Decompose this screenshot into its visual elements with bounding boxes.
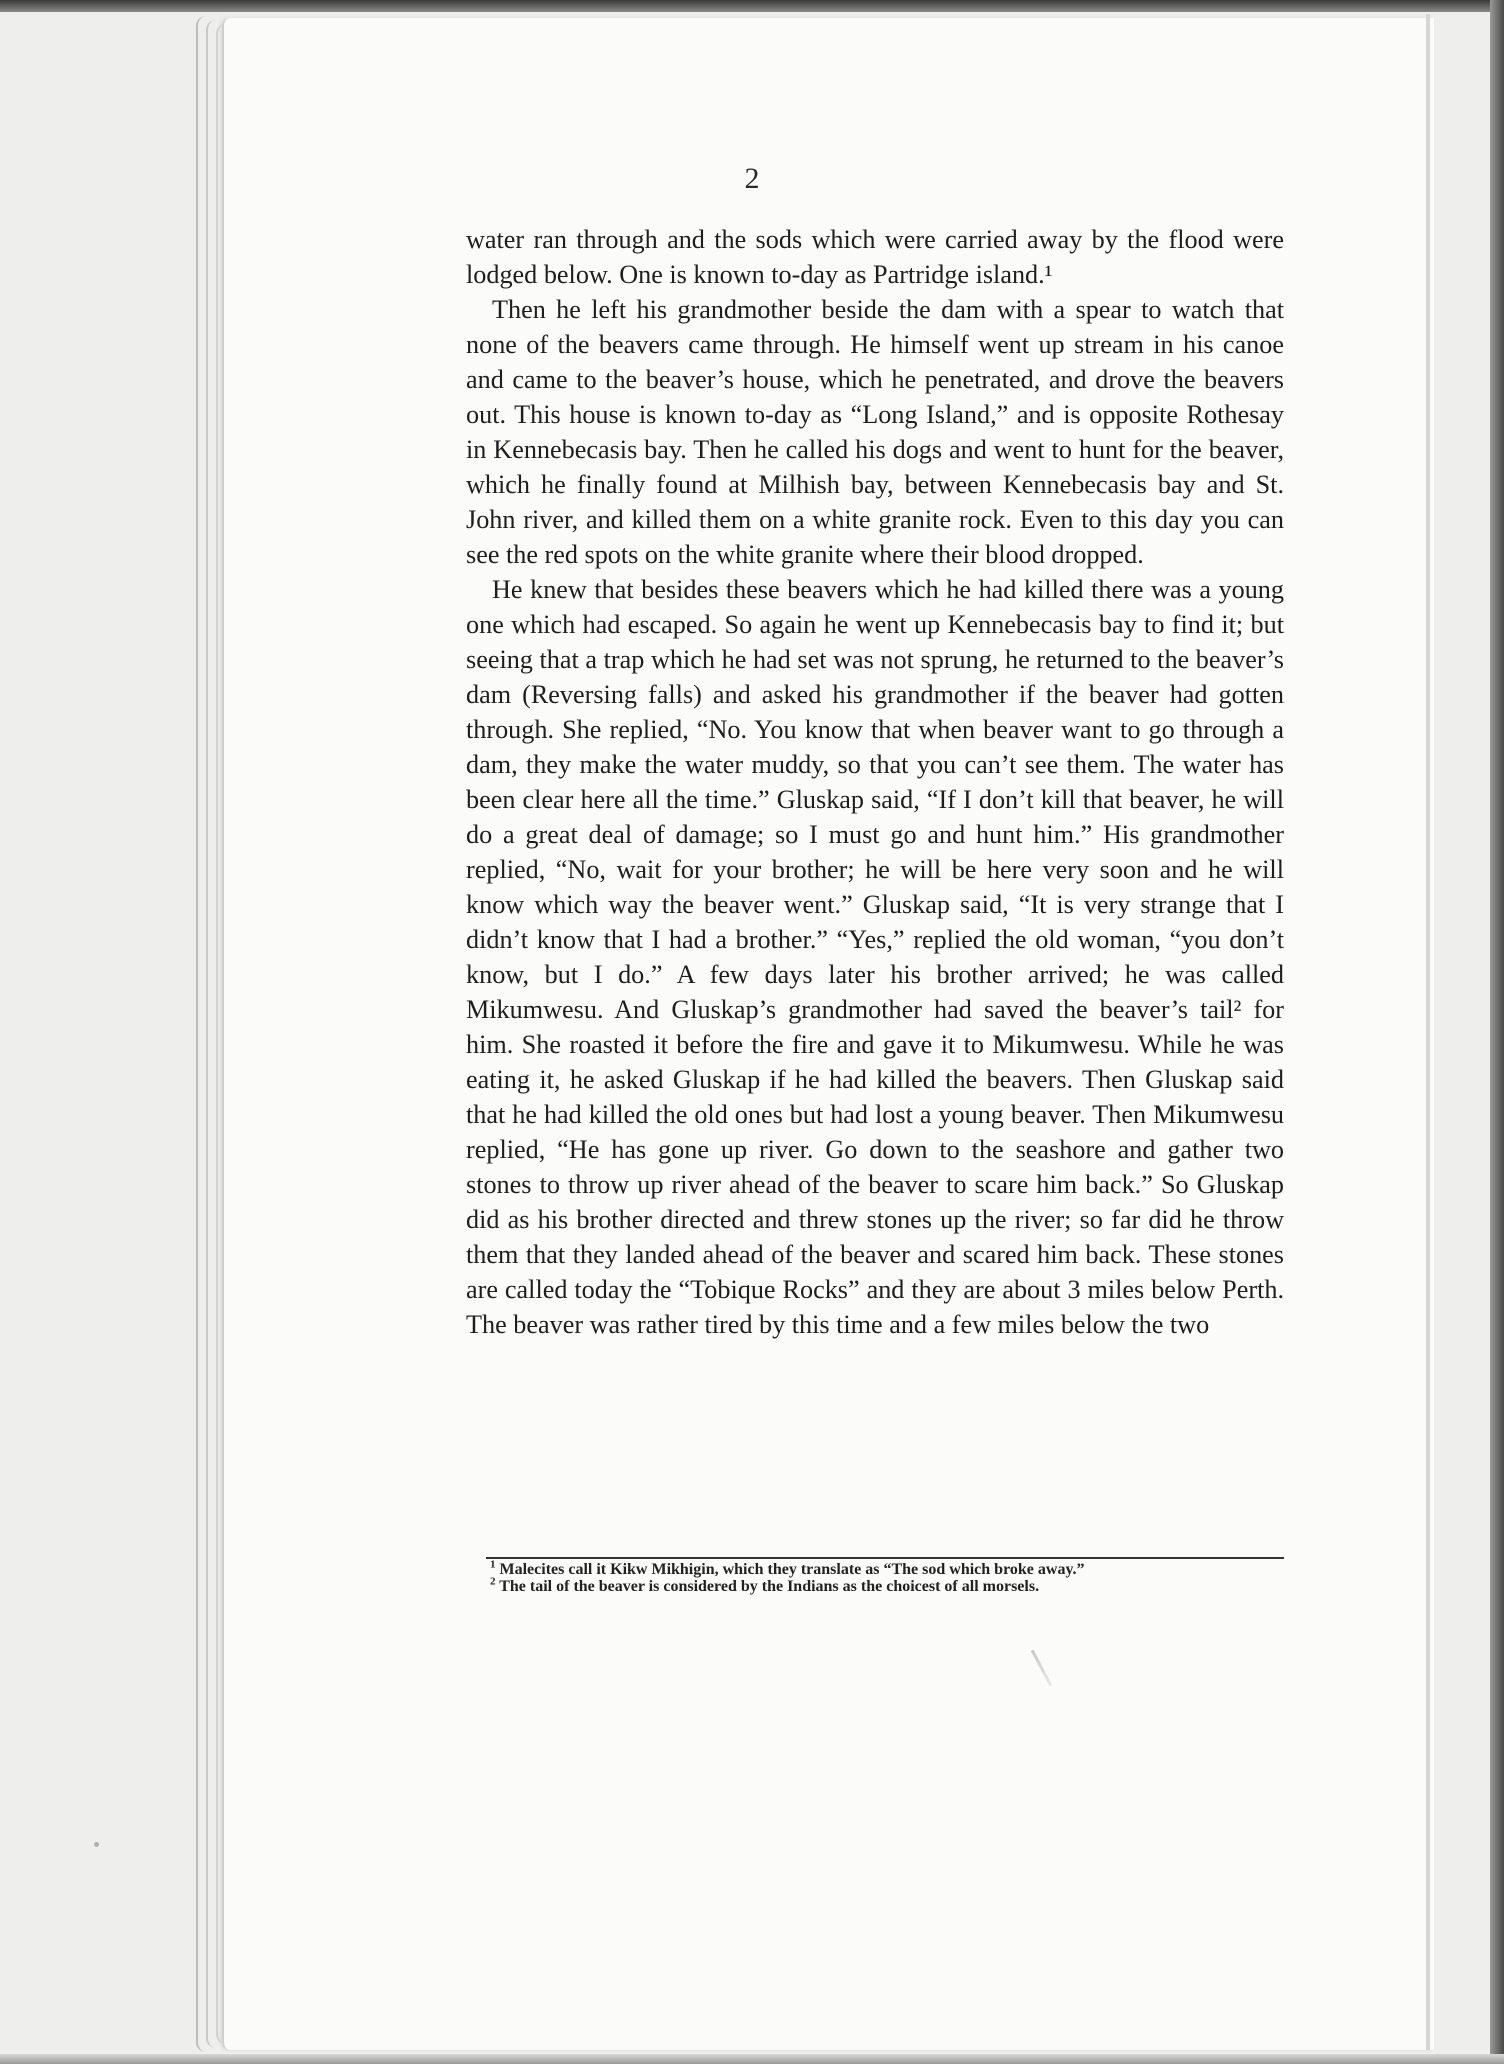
body-text	[466, 222, 1284, 1342]
scan-top-edge	[0, 0, 1504, 12]
paragraph: He knew that besides these beavers which he had killed there was a young one which had escaped. So again he went up Kennebecasis bay to find it; but seeing that a trap which he had set was not sprung, he returned to the beaver’s dam (Reversing falls) and asked his grandmother if the beaver had gotten through. She replied, “No. You know that when beaver want to go through a dam, they make the water muddy, so that you can’t see them. The water has been clear here all the time.” Gluskap said, “If I don’t kill that beaver, he will do a great deal of damage; so I must go and hunt him.” His grandmother replied, “No, wait for your brother; he will be here very soon and he will know which way the beaver went.” Gluskap said, “It is very strange that I didn’t know that I had a brother.” “Yes,” replied the old woman, “you don’t know, but I do.” A few days later his brother arrived; he was called Mikumwesu. And Gluskap’s grandmother had saved the beaver’s tail² for him. She roasted it before the fire and gave it to Mikumwesu. While he was eating it, he asked Gluskap if he had killed the beavers. Then Gluskap said that he had killed the old ones but had lost a young beaver. Then Mikumwesu replied, “He has gone up river. Go down to the seashore and gather two stones to throw up river ahead of the beaver to scare him back.” So Gluskap did as his brother directed and threw stones up the river; so far did he throw them that they landed ahead of the beaver and scared him back. These stones are called today the “Tobique Rocks” and they are about 3 miles below Perth. The beaver was rather tired by this time and a few miles below the two	[466, 575, 1284, 1339]
footnote-divider	[486, 1557, 1284, 1559]
scan-right-edge	[1490, 0, 1504, 2064]
footnote-mark: 2	[490, 1575, 496, 1588]
scan-bottom-edge	[0, 2054, 1504, 2064]
page-number: 2	[744, 162, 760, 195]
footnote-text: The tail of the beaver is considered by the Indians as the choicest of all morsels.	[499, 1578, 1040, 1595]
footnote	[490, 1558, 1290, 1578]
paragraph: water ran through and the sods which were carried away by the flood were lodged below. One is known to-day as Partridge island.¹	[466, 225, 1284, 289]
page-right-edge	[1426, 14, 1430, 2050]
paragraph: Then he left his grandmother beside the dam with a spear to watch that none of the beavers came through. He himself went up stream in his canoe and came to the beaver’s house, which he penetrated, and drove the beavers out. This house is known to-day as “Long Island,” and is opposite Rothesay in Kennebecasis bay. Then he called his dogs and went to hunt for the beaver, which he finally found at Milhish bay, between Kennebecasis bay and St. John river, and killed them on a white granite rock. Even to this day you can see the red spots on the white granite where their blood dropped.	[466, 295, 1284, 569]
footnote-text: Malecites call it Kikw Mikhigin, which they translate as “The sod which broke away.”	[499, 1561, 1085, 1578]
footnote	[490, 1575, 1290, 1595]
dust-speck	[94, 1842, 99, 1847]
footnotes	[490, 1558, 1290, 1595]
footnote-mark: 1	[490, 1558, 496, 1571]
